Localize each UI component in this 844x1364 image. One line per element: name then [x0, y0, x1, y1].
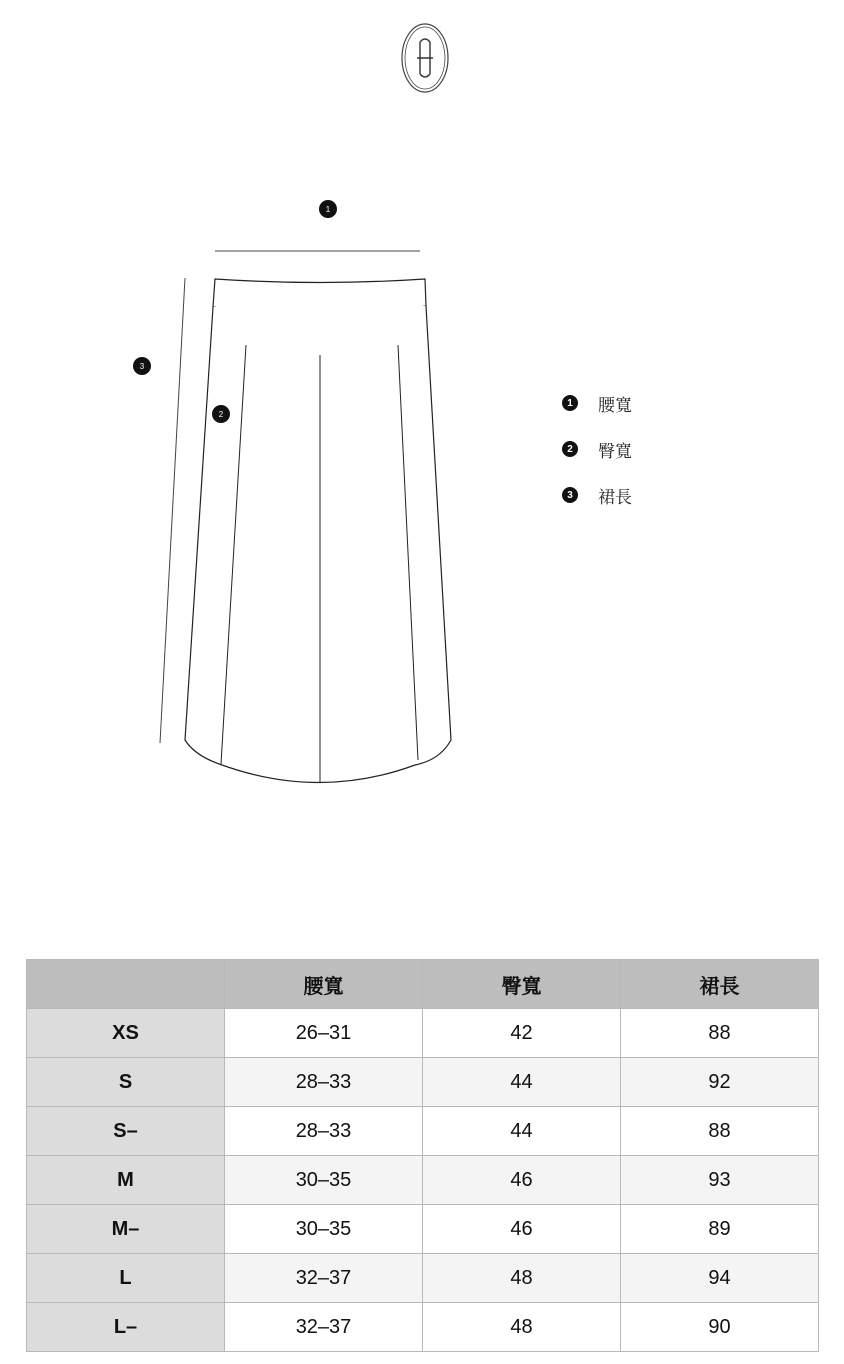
legend-label: 臀寬: [598, 441, 632, 461]
table-row: [27, 1156, 819, 1205]
svg-text:2: 2: [218, 410, 224, 419]
waist-cell: 32–37: [225, 1303, 423, 1352]
measurement-legend: [562, 380, 632, 518]
waist-cell: 32–37: [225, 1254, 423, 1303]
legend-label: 裙長: [598, 487, 632, 507]
table-row: [27, 1107, 819, 1156]
length-cell: 88: [621, 1009, 819, 1058]
header-cell-waist: 腰寬: [225, 960, 423, 1009]
waist-cell: 28–33: [225, 1058, 423, 1107]
legend-number-badge: 2: [562, 441, 578, 457]
table-row: [27, 1303, 819, 1352]
hip-cell: 44: [423, 1107, 621, 1156]
size-cell: M: [27, 1156, 225, 1205]
length-cell: 90: [621, 1303, 819, 1352]
waist-cell: 30–35: [225, 1205, 423, 1254]
length-cell: 89: [621, 1205, 819, 1254]
hip-cell: 42: [423, 1009, 621, 1058]
hip-cell: 48: [423, 1254, 621, 1303]
marker-hip: [212, 405, 230, 423]
legend-number-badge: 3: [562, 487, 578, 503]
size-cell: L–: [27, 1303, 225, 1352]
hip-cell: 44: [423, 1058, 621, 1107]
size-chart-table: [26, 959, 819, 1352]
marker-length: [133, 357, 151, 375]
legend-item-length: [562, 472, 632, 518]
table-row: [27, 1254, 819, 1303]
skirt-body: [185, 306, 451, 783]
svg-text:3: 3: [139, 362, 145, 371]
size-cell: S–: [27, 1107, 225, 1156]
hip-cell: 46: [423, 1156, 621, 1205]
marker-waist: [319, 200, 337, 218]
size-cell: XS: [27, 1009, 225, 1058]
legend-item-hip: [562, 426, 632, 472]
table-row: [27, 1009, 819, 1058]
size-cell: S: [27, 1058, 225, 1107]
length-cell: 94: [621, 1254, 819, 1303]
legend-number-badge: 1: [562, 395, 578, 411]
waist-cell: 26–31: [225, 1009, 423, 1058]
svg-text:1: 1: [325, 205, 331, 214]
table-row: [27, 1058, 819, 1107]
length-cell: 93: [621, 1156, 819, 1205]
hip-cell: 46: [423, 1205, 621, 1254]
waist-cell: 30–35: [225, 1156, 423, 1205]
header-cell-length: 裙長: [621, 960, 819, 1009]
legend-label: 腰寬: [598, 395, 632, 415]
header-cell-hip: 臀寬: [423, 960, 621, 1009]
waist-cell: 28–33: [225, 1107, 423, 1156]
length-cell: 88: [621, 1107, 819, 1156]
legend-item-waist: [562, 380, 632, 426]
table-row: [27, 1205, 819, 1254]
size-cell: L: [27, 1254, 225, 1303]
length-cell: 92: [621, 1058, 819, 1107]
size-cell: M–: [27, 1205, 225, 1254]
length-measure-line: [160, 278, 185, 743]
header-cell-empty: [27, 960, 225, 1009]
hip-cell: 48: [423, 1303, 621, 1352]
table-header-row: [27, 960, 819, 1009]
